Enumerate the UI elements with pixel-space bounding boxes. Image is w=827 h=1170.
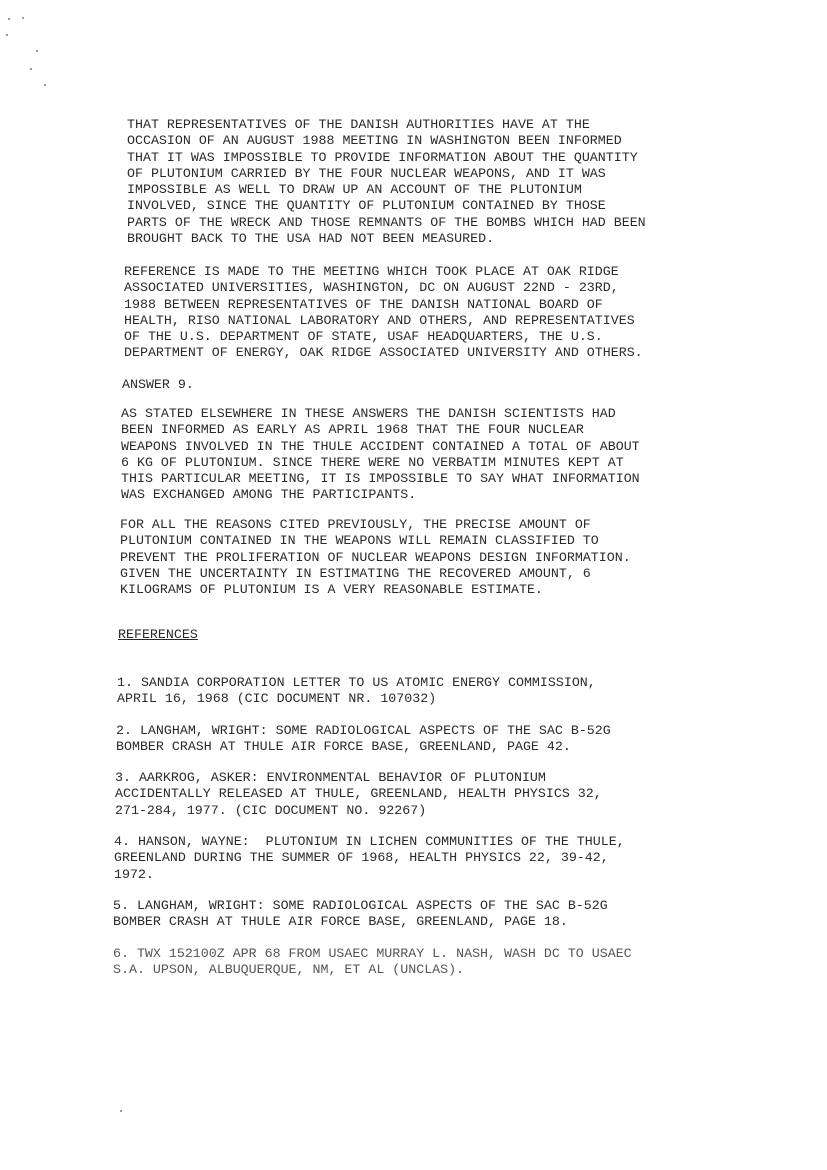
scan-speck <box>30 68 32 70</box>
references-heading: REFERENCES <box>118 627 198 642</box>
paragraph-answer-9: AS STATED ELSEWHERE IN THESE ANSWERS THE DANISH SCIENTISTS HAD BEEN INFORMED AS EARLY AS APRIL 1968 THAT THE FOUR NUCLEAR WEAPONS INVOLVED IN THE THULE ACCIDENT CONTAINED A TOTAL OF ABOUT 6 KG OF PLUTONIUM. SINCE THERE WERE NO VERBATIM MINUTES KEPT AT THIS PARTICULAR MEETING, IT IS IMPOSSIBLE TO SAY WHAT INFORMATION WAS EXCHANGED AMONG THE PARTICIPANTS. <box>121 406 640 503</box>
scan-speck <box>8 18 10 20</box>
scan-speck <box>120 1110 122 1112</box>
reference-item-4: 4. HANSON, WAYNE: PLUTONIUM IN LICHEN COMMUNITIES OF THE THULE, GREENLAND DURING THE SUMMER OF 1968, HEALTH PHYSICS 22, 39-42, 1972. <box>114 834 625 882</box>
paragraph-plutonium-quantity: THAT REPRESENTATIVES OF THE DANISH AUTHORITIES HAVE AT THE OCCASION OF AN AUGUST 1988 MEETING IN WASHINGTON BEEN INFORMED THAT IT WAS IMPOSSIBLE TO PROVIDE INFORMATION ABOUT THE QUANTITY OF PLUTONIUM CARRIED BY THE FOUR NUCLEAR WEAPONS, AND IT WAS IMPOSSIBLE AS WELL TO DRAW UP AN ACCOUNT OF THE PLUTONIUM INVOLVED, SINCE THE QUANTITY OF PLUTONIUM CONTAINED BY THOSE PARTS OF THE WRECK AND THOSE REMNANTS OF THE BOMBS WHICH HAD BEEN BROUGHT BACK TO THE USA HAD NOT BEEN MEASURED. <box>127 117 646 247</box>
paragraph-classified-amount: FOR ALL THE REASONS CITED PREVIOUSLY, THE PRECISE AMOUNT OF PLUTONIUM CONTAINED IN THE WEAPONS WILL REMAIN CLASSIFIED TO PREVENT THE PROLIFERATION OF NUCLEAR WEAPONS DESIGN INFORMATION. GIVEN THE UNCERTAINTY IN ESTIMATING THE RECOVERED AMOUNT, 6 KILOGRAMS OF PLUTONIUM IS A VERY REASONABLE ESTIMATE. <box>120 517 631 598</box>
reference-item-5: 5. LANGHAM, WRIGHT: SOME RADIOLOGICAL ASPECTS OF THE SAC B-52G BOMBER CRASH AT THULE AIR FORCE BASE, GREENLAND, PAGE 18. <box>113 898 608 930</box>
reference-item-1: 1. SANDIA CORPORATION LETTER TO US ATOMIC ENERGY COMMISSION, APRIL 16, 1968 (CIC DOCUMENT NR. 107032) <box>117 675 596 707</box>
scan-speck <box>36 50 38 52</box>
scan-speck <box>22 17 24 19</box>
scan-speck <box>6 34 8 36</box>
paragraph-oak-ridge-meeting: REFERENCE IS MADE TO THE MEETING WHICH TOOK PLACE AT OAK RIDGE ASSOCIATED UNIVERSITIES, WASHINGTON, DC ON AUGUST 22ND - 23RD, 1988 BETWEEN REPRESENTATIVES OF THE DANISH NATIONAL BOARD OF HEALTH, RISO NATIONAL LABORATORY AND OTHERS, AND REPRESENTATIVES OF THE U.S. DEPARTMENT OF STATE, USAF HEADQUARTERS, THE U.S. DEPARTMENT OF ENERGY, OAK RIDGE ASSOCIATED UNIVERSITY AND OTHERS. <box>124 264 643 361</box>
answer-heading: ANSWER 9. <box>122 377 194 392</box>
reference-item-6: 6. TWX 152100Z APR 68 FROM USAEC MURRAY L. NASH, WASH DC TO USAEC S.A. UPSON, ALBUQUERQUE, NM, ET AL (UNCLAS). <box>113 946 632 978</box>
reference-item-3: 3. AARKROG, ASKER: ENVIRONMENTAL BEHAVIOR OF PLUTONIUM ACCIDENTALLY RELEASED AT THULE, GREENLAND, HEALTH PHYSICS 32, 271-284, 1977. (CIC DOCUMENT NO. 92267) <box>115 770 602 818</box>
scan-speck <box>44 84 46 86</box>
reference-item-2: 2. LANGHAM, WRIGHT: SOME RADIOLOGICAL ASPECTS OF THE SAC B-52G BOMBER CRASH AT THULE AIR FORCE BASE, GREENLAND, PAGE 42. <box>116 723 611 755</box>
